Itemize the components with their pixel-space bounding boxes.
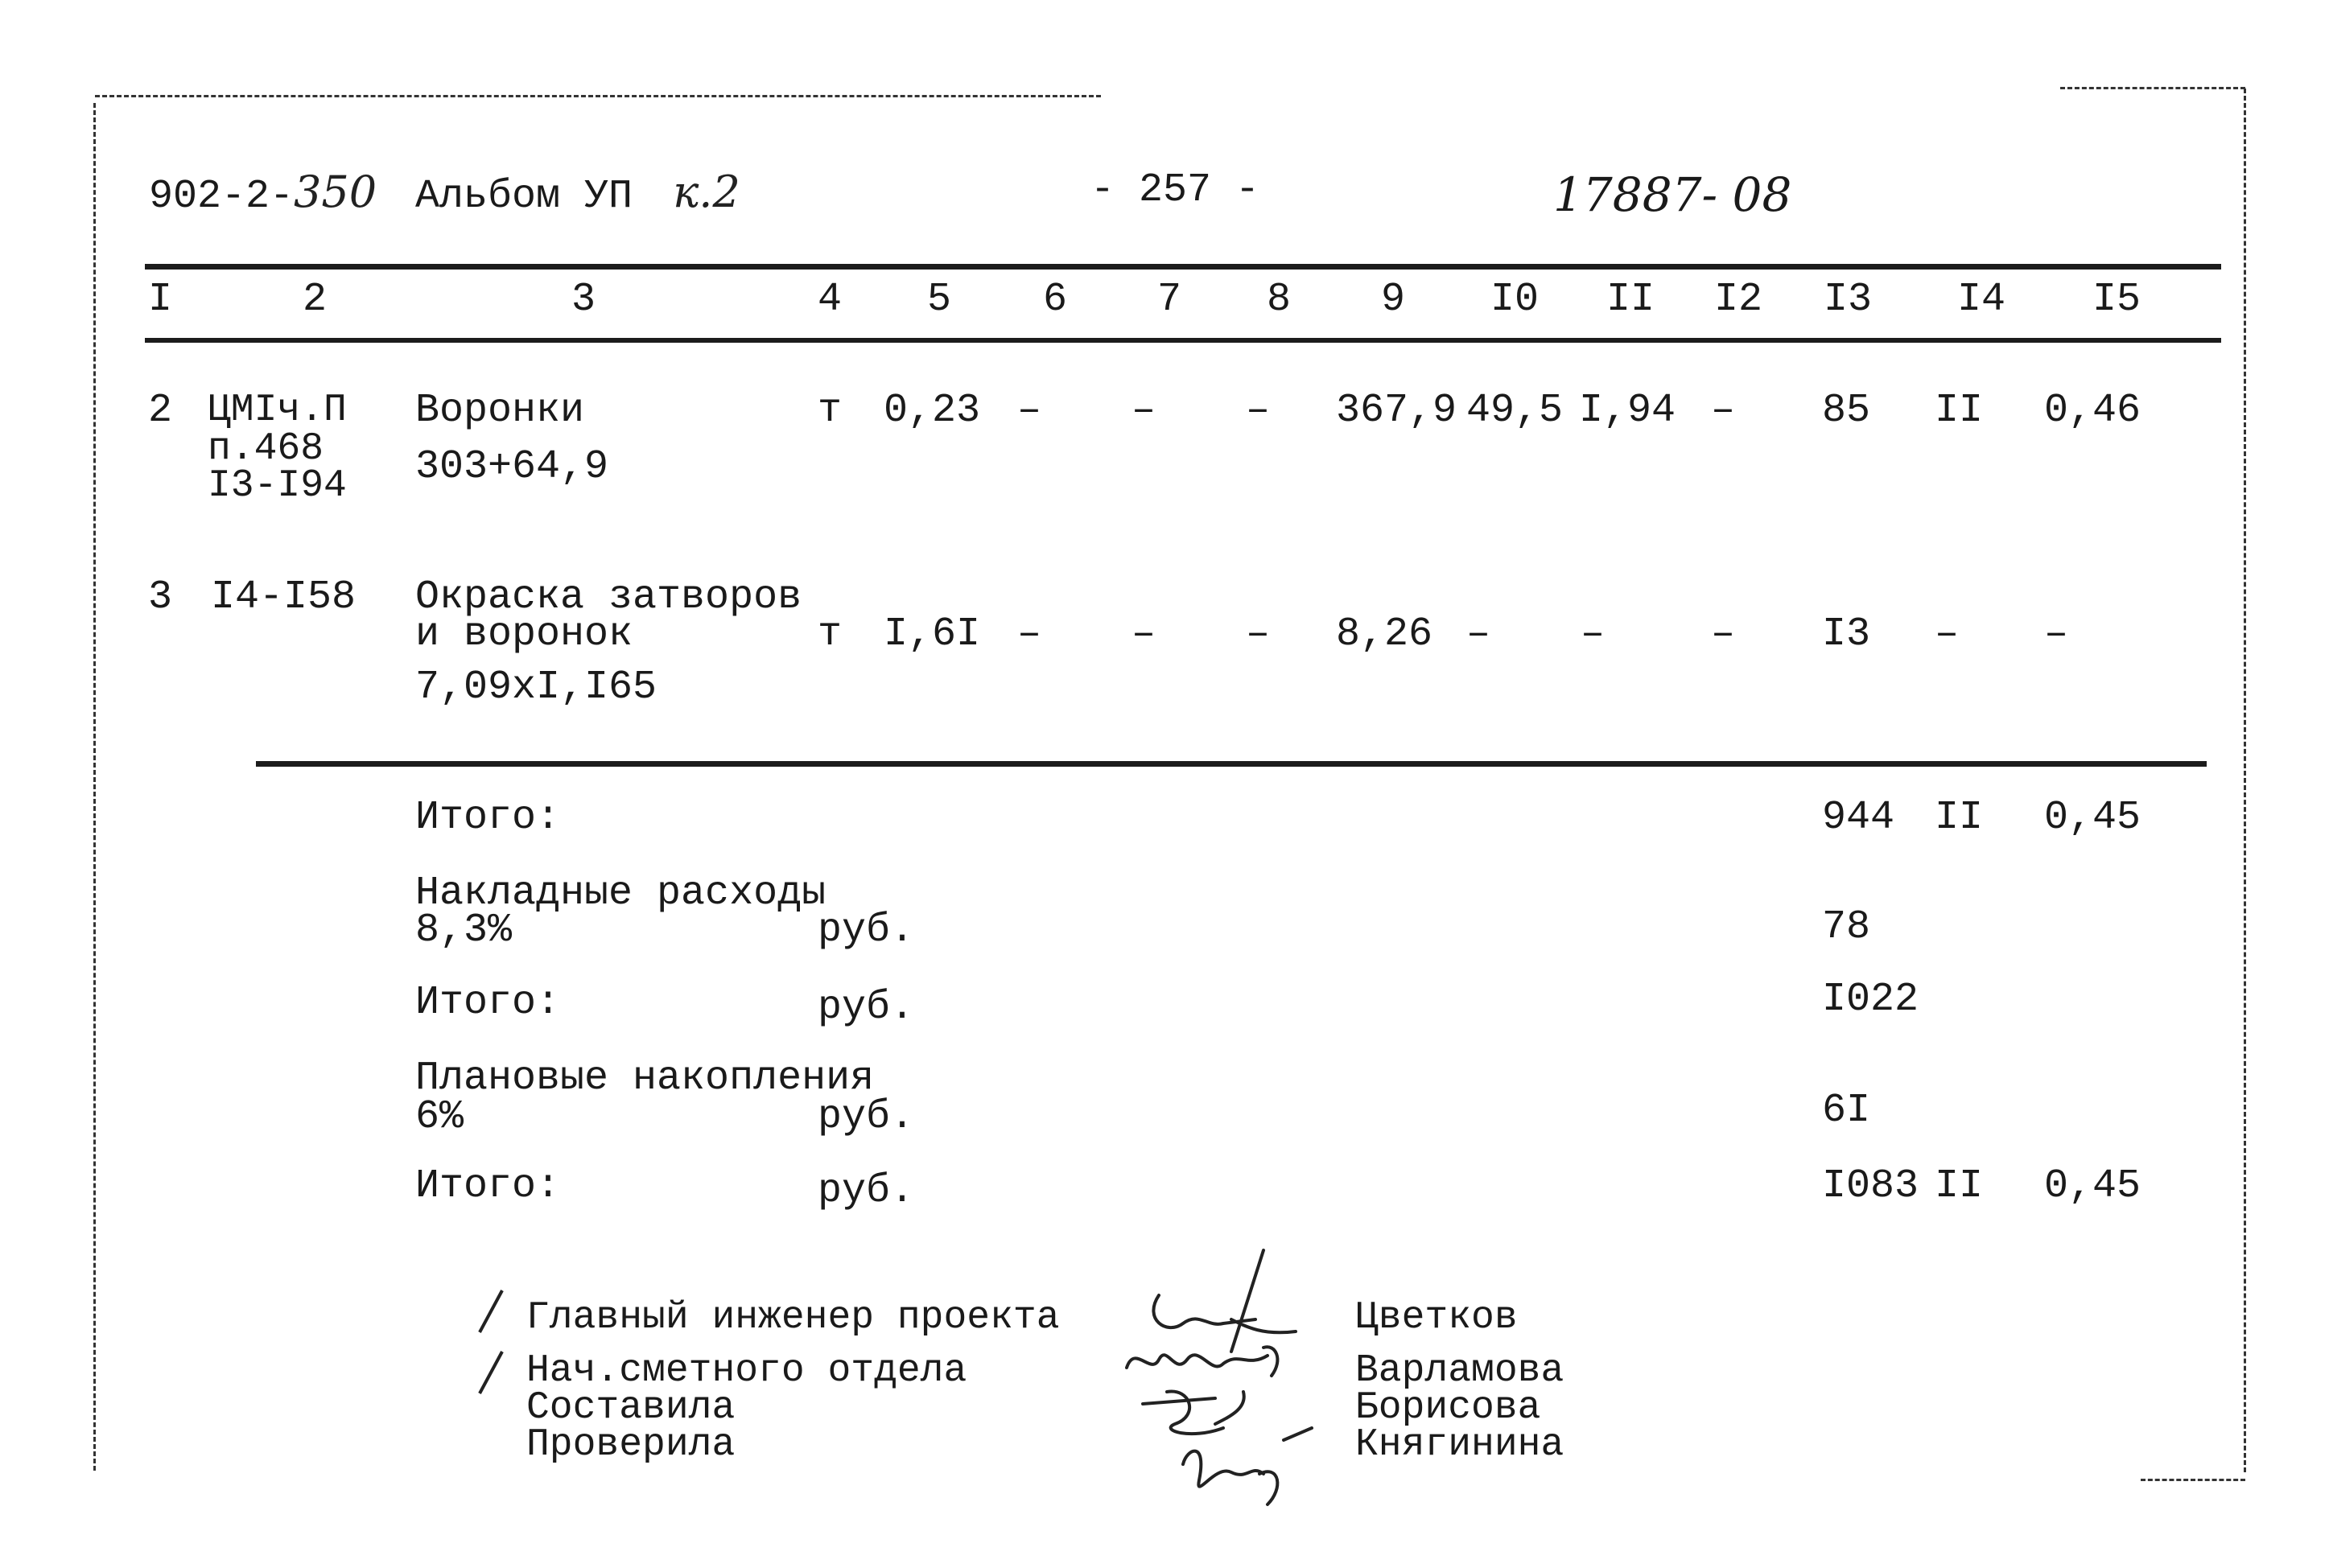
row-c11: I,94 <box>1579 388 1676 434</box>
col-header-14: I4 <box>1957 277 2006 323</box>
signer-name: Борисова <box>1355 1386 1541 1430</box>
overhead-rate: 8,3% <box>415 907 513 953</box>
col-header-15: I5 <box>2092 277 2141 323</box>
row-c10: 49,5 <box>1466 388 1564 434</box>
album-label <box>415 167 740 220</box>
col-header-8: 8 <box>1267 277 1292 323</box>
row-c15: – <box>2044 611 2069 657</box>
header-rule-bottom <box>145 338 2221 343</box>
signer-name: Цветков <box>1355 1296 1518 1340</box>
total-c15: 0,45 <box>2044 795 2141 841</box>
col-header-7: 7 <box>1157 277 1182 323</box>
row-c15: 0,46 <box>2044 388 2141 434</box>
row-code-line: I3-I94 <box>208 464 347 508</box>
col-header-2: 2 <box>303 277 328 323</box>
row-name-line: Окраска затворов <box>415 574 802 620</box>
page-frame-top-left <box>95 95 1101 97</box>
subtotal-unit: руб. <box>818 985 915 1031</box>
album-label-printed: Альбом УП <box>415 174 633 220</box>
header-rule-top <box>145 264 2221 270</box>
grand-total-c14: II <box>1935 1163 1984 1209</box>
row-code-line: п.468 <box>208 427 324 471</box>
row-name-line: 7,09хI,I65 <box>415 665 657 710</box>
tick-mark-icon <box>475 1348 507 1397</box>
total-c13: 944 <box>1822 795 1895 841</box>
row-c14: II <box>1935 388 1984 434</box>
row-c12: – <box>1711 388 1736 434</box>
col-header-13: I3 <box>1824 277 1873 323</box>
row-name-line: Воронки <box>415 388 585 434</box>
signer-role: Составила <box>526 1386 736 1430</box>
row-c6: – <box>1017 611 1042 657</box>
grand-total-label: Итого: <box>415 1163 561 1209</box>
signer-role: Нач.сметного отдела <box>526 1349 967 1393</box>
row-c13: I3 <box>1822 611 1871 657</box>
page-number: - 257 - <box>1090 167 1260 213</box>
col-header-5: 5 <box>927 277 952 323</box>
row-qty: 0,23 <box>884 388 981 434</box>
row-c9: 367,9 <box>1336 388 1457 434</box>
col-header-1: I <box>148 277 173 323</box>
totals-rule <box>256 761 2207 767</box>
row-unit: т <box>818 388 843 434</box>
row-name-line: и воронок <box>415 611 633 657</box>
doc-code <box>149 167 377 220</box>
doc-code-handwritten: 350 <box>294 167 377 217</box>
page-frame-left <box>93 103 96 1471</box>
row-c13: 85 <box>1822 388 1871 434</box>
row-c7: – <box>1132 611 1156 657</box>
overhead-c13: 78 <box>1822 904 1871 950</box>
row-c6: – <box>1017 388 1042 434</box>
stamp-number: 17887- 08 <box>1553 167 1792 222</box>
row-c8: – <box>1246 388 1271 434</box>
overhead-label: Накладные расходы <box>415 870 826 916</box>
row-code-line: I4-I58 <box>211 574 357 620</box>
signer-role: Проверила <box>526 1423 736 1467</box>
subtotal-c13: I022 <box>1822 977 1919 1023</box>
row-number: 3 <box>148 574 173 620</box>
row-number: 2 <box>148 388 173 434</box>
album-label-handwritten: к.2 <box>673 167 740 217</box>
grand-total-c15: 0,45 <box>2044 1163 2141 1209</box>
col-header-4: 4 <box>818 277 843 323</box>
subtotal-label: Итого: <box>415 980 561 1026</box>
row-unit: т <box>818 611 843 657</box>
savings-label: Плановые накопления <box>415 1056 875 1101</box>
page-frame-top-right <box>2060 87 2245 89</box>
total-c14: II <box>1935 795 1984 841</box>
total-label: Итого: <box>415 795 561 841</box>
savings-rate: 6% <box>415 1094 464 1140</box>
row-c9: 8,26 <box>1336 611 1433 657</box>
grand-total-unit: руб. <box>818 1168 915 1214</box>
page-frame-right <box>2244 88 2246 1472</box>
row-c11: – <box>1581 611 1606 657</box>
col-header-10: I0 <box>1490 277 1540 323</box>
overhead-unit: руб. <box>818 907 915 953</box>
col-header-3: 3 <box>571 277 596 323</box>
row-code-line: ЦМIч.П <box>208 389 347 432</box>
col-header-6: 6 <box>1043 277 1068 323</box>
signer-name: Варламова <box>1355 1349 1564 1393</box>
page-frame-bottom <box>2141 1479 2245 1481</box>
col-header-12: I2 <box>1714 277 1763 323</box>
signer-role: Главный инженер проекта <box>526 1296 1060 1340</box>
col-header-9: 9 <box>1381 277 1406 323</box>
row-name-line: 303+64,9 <box>415 444 609 490</box>
grand-total-c13: I083 <box>1822 1163 1919 1209</box>
row-c7: – <box>1132 388 1156 434</box>
doc-code-printed: 902-2- <box>149 174 295 220</box>
savings-c13: 6I <box>1822 1088 1871 1134</box>
col-header-11: II <box>1606 277 1655 323</box>
handwritten-signatures-icon <box>1111 1247 1336 1512</box>
tick-mark-icon <box>475 1287 507 1335</box>
row-qty: I,6I <box>884 611 981 657</box>
row-c8: – <box>1246 611 1271 657</box>
row-c10: – <box>1466 611 1491 657</box>
savings-unit: руб. <box>818 1094 915 1140</box>
row-c14: – <box>1935 611 1960 657</box>
row-c12: – <box>1711 611 1736 657</box>
signer-name: Княгинина <box>1355 1423 1564 1467</box>
